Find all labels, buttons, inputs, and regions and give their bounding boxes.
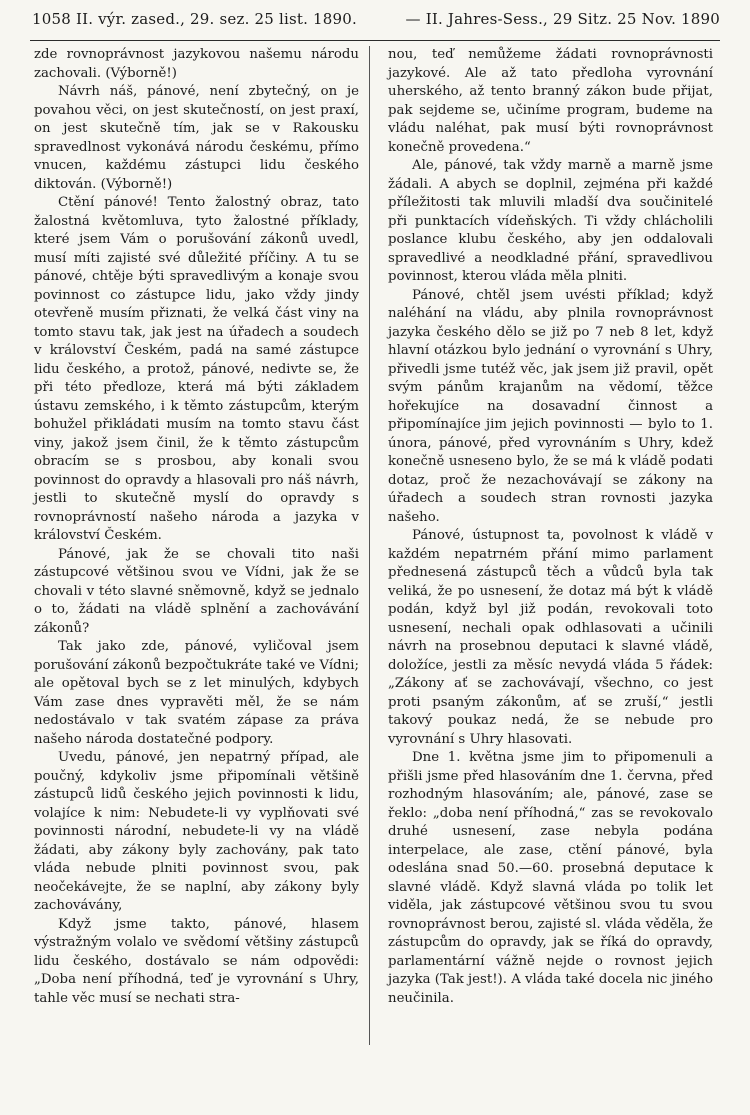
paragraph: nou, teď nemůžeme žádati rovnoprávnosti jazykové. Ale až tato předloha vyrovnání uherského, až tento branný zákon bude přijat, pak sejdeme se, učiníme program, budeme na vládu naléhat, pak musí býti rovnoprávnost konečně provedena.“: [388, 47, 713, 155]
paragraph: Ctění pánové! Tento žalostný obraz, tato žalostná květomluva, tyto žalostné příklady, které jsem Vám o porušování zákonů uvedl, musí míti zajisté své důležité příčiny. A tu se pánové, chtěje býti spravedlivým a konaje svou povinnost co zástupce lidu, jako vždy jindy otevřeně musím přiznati, že velká část viny na tomto stavu tak, jak jest na úřadech a soudech v království Českém, padá na samé zástupce lidu českého, a protož, pánové, nedivte se, že při této předloze, která má býti základem ústavu zemského, i k těmto zástupcům, kterým bohužel přikládati musím na tomto stavu část viny, jakož jsem činil, že k těmto zástupcům obracím se s prosbou, aby konali svou povinnost do opravdy a hlasovali pro náš návrh, jestli to skutečně myslí do opravdy s rovnoprávností našeho národa a jazyka v království Českém.: [34, 195, 359, 543]
left-column: [34, 46, 359, 1008]
paragraph: Když jsme takto, pánové, hlasem výstražným volalo ve svědomí většiny zástupců lidu českého, dostávalo se nám odpovědi: „Doba není příhodná, teď je vyrovnání s Uhry, tahle věc musí se nechati stra-: [34, 916, 359, 1006]
right-column: [388, 46, 713, 1008]
header-left: 1058 II. výr. zased., 29. sez. 25 list. 1890.: [32, 10, 357, 28]
header-rule: [30, 40, 720, 41]
running-header: [32, 10, 720, 36]
paragraph: Uvedu, pánové, jen nepatrný případ, ale poučný, kdykoliv jsme připomínali většině zástupců lidů českého jejich povinnosti k lidu, volajíce k nim: Nebudete-li vy vyplňovati své povinnosti národní, nebudete-li vy na vládě žádati, aby zákony byly zachovány, pak tato vláda nebude plniti povinnost svou, pak neočekávejte, že se naplní, aby zákony byly zachovávány,: [34, 750, 359, 913]
paragraph: Pánové, ústupnost ta, povolnost k vládě v každém nepatrném přání mimo parlament přednesená zástupců těch a vůdců byla tak veliká, že po usnesení, že dotaz má být k vládě podán, když byl již podán, revokovali toto usnesení, nechali opak odhlasovati a učinili návrh na prosebnou deputaci k slavné vládě, doložíce, jestli za měsíc nevydá vláda 5 řádek: „Zákony ať se zachovávají, všechno, co jest proti psaným zákonům, ať se zruší,“ jestli takový poukaz nedá, že se nebude pro vyrovnání s Uhry hlasovati.: [388, 528, 713, 747]
paragraph: Návrh náš, pánové, není zbytečný, on je povahou věci, on jest skutečností, on jest praxí, on jest skutečně tím, jak se v Rakousku spravedlnost vykonává národu českému, přímo vnucen, každému zástupci lidu českého diktován. (Výborně!): [34, 84, 359, 192]
paragraph: Ale, pánové, tak vždy marně a marně jsme žádali. A abych se doplnil, zejména při každé příležitosti tak mluvili mladší dva součinitelé při punktacích vídeňských. Ti vždy chlácholili poslance klubu českého, aby jen oddalovali spravedlivé a neodkladné přání, spravedlivou povinnost, kterou vláda měla plniti.: [388, 158, 713, 284]
paragraph: Pánové, jak že se chovali tito naši zástupcové většinou svou ve Vídni, jak že se chovali v této slavné sněmovně, když se jednalo o to, žádati na vládě splnění a zachovávání zákonů?: [34, 546, 359, 636]
column-divider: [369, 46, 370, 1045]
paragraph: Tak jako zde, pánové, vyličoval jsem porušování zákonů bezpočtukráte také ve Vídni; ale opětoval bych se z let minulých, kdybych Vám zase dnes vypravěti měl, že se nám nedostávalo v tak svatém zápase za práva našeho národa dostatečné podpory.: [34, 639, 359, 747]
header-right: — II. Jahres-Sess., 29 Sitz. 25 Nov. 1890: [405, 10, 720, 28]
paragraph: Dne 1. května jsme jim to připomenuli a přišli jsme před hlasováním dne 1. června, před rozhodným hlasováním; ale, pánové, zase se řeklo: „doba není příhodná,“ zas se revokovalo druhé usnesení, zase nebyla podána interpelace, ale zase, ctění pánové, byla odeslána snad 50.—60. prosebná deputace k slavné vládě. Když slavná vláda po tolik let viděla, jak zástupcové většinou svou tu svou rovnoprávnost berou, zajisté sl. vláda věděla, že zástupcům do opravdy, jak se říká do opravdy, parlamentární vážně nejde o rovnost jejich jazyka (Tak jest!). A vláda také docela nic jiného neučinila.: [388, 750, 713, 1006]
paragraph: Pánové, chtěl jsem uvésti příklad; když naléhání na vládu, aby plnila rovnoprávnost jazyka českého dělo se již po 7 neb 8 let, když hlavní otázkou bylo jednání o vyrovnání s Uhry, přivedli jsme tutéž věc, jak jsem již pravil, opět svým pánům krajanům na vědomí, těžce hořekujíce na dosavadní činnost a připomínajíce jim jejich povinnosti — bylo to 1. února, pánové, před vyrovnáním s Uhry, kdež konečně usneseno bylo, že se má k vládě podati dotaz, proč že nezachovávají se zákony na úřadech a soudech stran rovnosti jazyka našeho.: [388, 287, 713, 525]
paragraph: zde rovnoprávnost jazykovou našemu národu zachovali. (Výborně!): [34, 47, 359, 81]
